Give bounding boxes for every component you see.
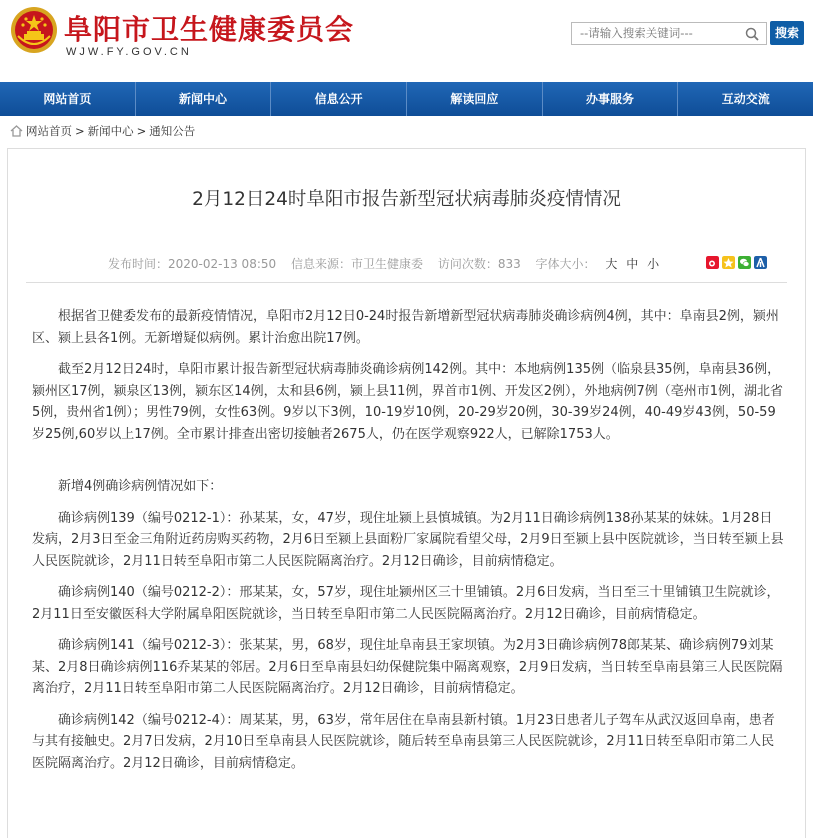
article-body	[32, 306, 784, 784]
font-size-large-button[interactable]: 大	[605, 257, 618, 271]
meta-divider	[26, 282, 787, 283]
site-url: WJW.FY.GOV.CN	[66, 46, 192, 58]
qzone-share-icon[interactable]	[722, 256, 735, 269]
home-icon	[10, 125, 23, 137]
paragraph: 确诊病例139（编号0212-1）：孙某某，女，47岁，现住址颍上县慎城镇。为2月11日确诊病例138孙某某的妹妹。1月28日发病，2月3日至金三角附近药房购买药物，2月6日至颍上县面粉厂家属院看望父母，2月9日至颍上县中医院就诊，当日转至颍上县人民医院就诊，2月11日转至阜阳市第二人民医院隔离治疗。2月12日确诊，目前病情稳定。	[32, 510, 784, 569]
article-source: 信息来源：市卫生健康委	[290, 257, 423, 271]
weibo-share-icon[interactable]	[706, 256, 719, 269]
search-input[interactable]: --请输入搜索关键词---	[571, 22, 767, 45]
paragraph: 截至2月12日24时，阜阳市累计报告新型冠状病毒肺炎确诊病例142例。其中：本地病例135例（临泉县35例，阜南县36例，颍州区17例，颍泉区13例，颍东区14例，太和县6例，颍上县11例，界首市1例、开发区2例），外地病例7例（亳州市1例，湖北省5例，贵州省1例）；男性79例，女性63例。9岁以下3例，10-19岁10例，20-29岁20例，30-39岁24例，40-49岁43例，50-59岁25例,60岁以上17例。全市累计排查出密切接触者2675人，仍在医学观察922人，已解除1753人。	[32, 362, 784, 442]
paragraph: 确诊病例142（编号0212-4）：周某某，男，63岁，常年居住在阜南县新村镇。1月23日患者儿子驾车从武汉返回阜南，患者与其有接触史。2月7日发病，2月10日至阜南县人民医院就诊，随后转至阜南县第三人民医院就诊，2月11日转至阜阳市第二人民医院隔离治疗。2月12日确诊，目前病情稳定。	[32, 712, 775, 771]
view-count: 访问次数：833	[437, 257, 521, 271]
paragraph: 新增4例确诊病例情况如下：	[58, 479, 223, 494]
breadcrumb-home[interactable]: 网站首页	[26, 124, 72, 138]
main-nav	[0, 82, 813, 116]
nav-item-interaction[interactable]: 互动交流	[721, 92, 770, 106]
paragraph: 根据省卫健委发布的最新疫情情况，阜阳市2月12日0-24时报告新增新型冠状病毒肺炎确诊病例4例，其中：阜南县2例，颍州区、颍上县各1例。无新增疑似病例。累计治愈出院17例。	[32, 309, 779, 346]
breadcrumb-separator: >	[136, 124, 147, 138]
site-title: 阜阳市卫生健康委员会	[64, 13, 355, 46]
breadcrumb-news[interactable]: 新闻中心	[87, 124, 134, 138]
paragraph-spacer	[32, 455, 784, 476]
breadcrumb-separator: >	[75, 124, 85, 138]
search-button[interactable]: 搜索	[770, 21, 804, 45]
site-header	[0, 0, 813, 82]
nav-item-home[interactable]: 网站首页	[0, 82, 136, 116]
nav-item-info-public[interactable]: 信息公开	[271, 82, 407, 116]
national-emblem-logo	[10, 6, 58, 54]
nav-item-news[interactable]: 新闻中心	[136, 82, 272, 116]
search-icon[interactable]	[744, 26, 760, 42]
breadcrumb-notices[interactable]: 通知公告	[149, 124, 196, 138]
font-size-small-button[interactable]: 小	[647, 257, 660, 271]
publish-time: 发布时间：2020-02-13 08:50	[108, 257, 277, 271]
article-meta	[108, 255, 664, 272]
font-size-label: 字体大小：	[535, 257, 596, 271]
share-bar	[706, 256, 767, 269]
article-title: 2月12日24时阜阳市报告新型冠状病毒肺炎疫情情况	[192, 189, 621, 210]
paragraph: 确诊病例140（编号0212-2）：邢某某，女，57岁，现住址颍州区三十里铺镇。2月6日发病，当日至三十里铺镇卫生院就诊，2月11日至安徽医科大学附属阜阳医院就诊，当日转至阜阳市第二人民医院隔离治疗。2月12日确诊，目前病情稳定。	[32, 585, 780, 622]
breadcrumb	[10, 123, 195, 139]
renren-share-icon[interactable]	[754, 256, 767, 269]
nav-item-interpretation[interactable]: 解读回应	[407, 82, 543, 116]
wechat-share-icon[interactable]	[738, 256, 751, 269]
nav-item-services[interactable]: 办事服务	[543, 82, 679, 116]
paragraph: 确诊病例141（编号0212-3）：张某某，男，68岁，现住址阜南县王家坝镇。为2月3日确诊病例78郎某某、确诊病例79刘某某、2月8日确诊病例116乔某某的邻居。2月6日至阜南县妇幼保健院集中隔离观察，2月9日发病，当日转至阜南县第三人民医院隔离治疗，2月11日转至阜阳市第二人民医院隔离治疗。2月12日确诊，目前病情稳定。	[32, 638, 783, 696]
font-size-medium-button[interactable]: 中	[626, 257, 639, 271]
